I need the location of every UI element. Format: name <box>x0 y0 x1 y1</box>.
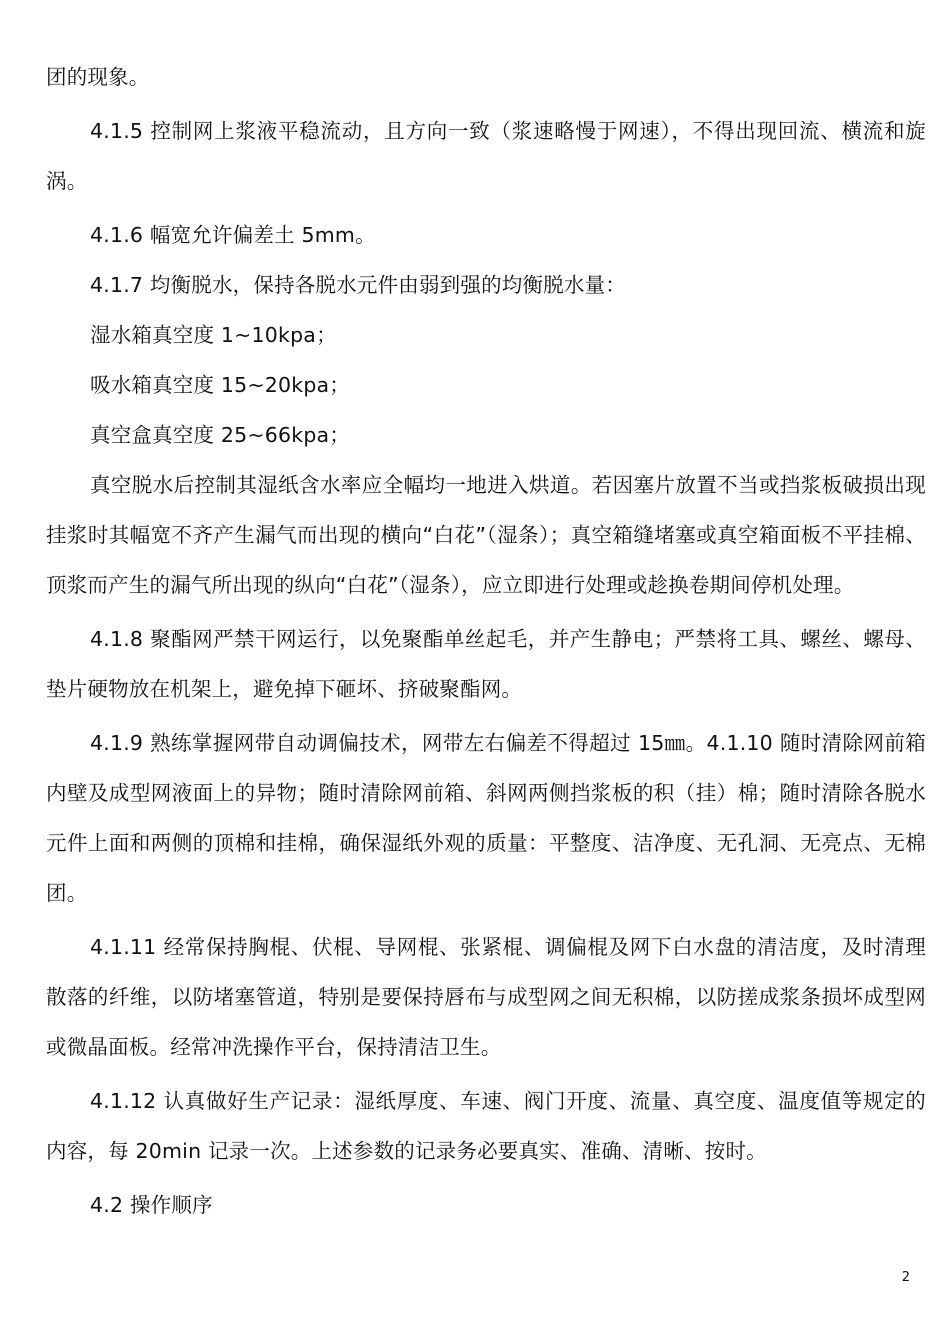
vacuum-box: 真空盒真空度 25~66kpa； <box>90 423 351 447</box>
page-number: 2 <box>901 1270 910 1285</box>
paragraph-4-1-8: 4.1.8 聚酯网严禁干网运行，以免聚酯单丝起毛，并产生静电；严禁将工具、螺丝、螺母、垫片硬物放在机架上，避免掉下砸坏、挤破聚酯网。 <box>46 627 926 701</box>
paragraph-4-1-7: 4.1.7 均衡脱水，保持各脱水元件由弱到强的均衡脱水量： <box>90 273 626 297</box>
paragraph-4-1-9: 4.1.9 熟练掌握网带自动调偏技术，网带左右偏差不得超过 15㎜。4.1.10 随时清除网前箱内壁及成型网液面上的异物；随时清除网前箱、斜网两侧挡浆板的积（挂）棉；随时清除各脱水元件上面和两侧的顶棉和挂棉，确保湿纸外观的质量：平整度、洁净度、无孔洞、无亮点、无棉团。 <box>46 731 926 905</box>
vacuum-wet-box: 湿水箱真空度 1~10kpa； <box>90 323 337 347</box>
vacuum-suction-box: 吸水箱真空度 15~20kpa； <box>90 373 351 397</box>
paragraph-vacuum-dewatering: 真空脱水后控制其湿纸含水率应全幅均一地进入烘道。若因塞片放置不当或挡浆板破损出现挂浆时其幅宽不齐产生漏气而出现的横向“白花”（湿条）；真空箱缝堵塞或真空箱面板不平挂棉、顶浆而产生的漏气所出现的纵向“白花”（湿条），应立即进行处理或趁换卷期间停机处理。 <box>46 473 926 597</box>
document-page <box>46 52 926 1230</box>
paragraph-4-1-5: 4.1.5 控制网上浆液平稳流动，且方向一致（浆速略慢于网速），不得出现回流、横流和旋涡。 <box>46 119 926 193</box>
paragraph-4-1-6: 4.1.6 幅宽允许偏差土 5mm。 <box>90 223 376 247</box>
paragraph-continuation: 团的现象。 <box>46 65 150 89</box>
paragraph-4-1-12: 4.1.12 认真做好生产记录：湿纸厚度、车速、阀门开度、流量、真空度、温度值等规定的内容，每 20min 记录一次。上述参数的记录务必要真实、准确、清晰、按时。 <box>46 1089 926 1163</box>
section-heading-4-2: 4.2 操作顺序 <box>90 1193 213 1217</box>
paragraph-4-1-11: 4.1.11 经常保持胸棍、伏棍、导网棍、张紧棍、调偏棍及网下白水盘的清洁度，及时清理散落的纤维，以防堵塞管道，特别是要保持唇布与成型网之间无积棉，以防搓成浆条损坏成型网或微晶面板。经常冲洗操作平台，保持清洁卫生。 <box>46 935 926 1059</box>
